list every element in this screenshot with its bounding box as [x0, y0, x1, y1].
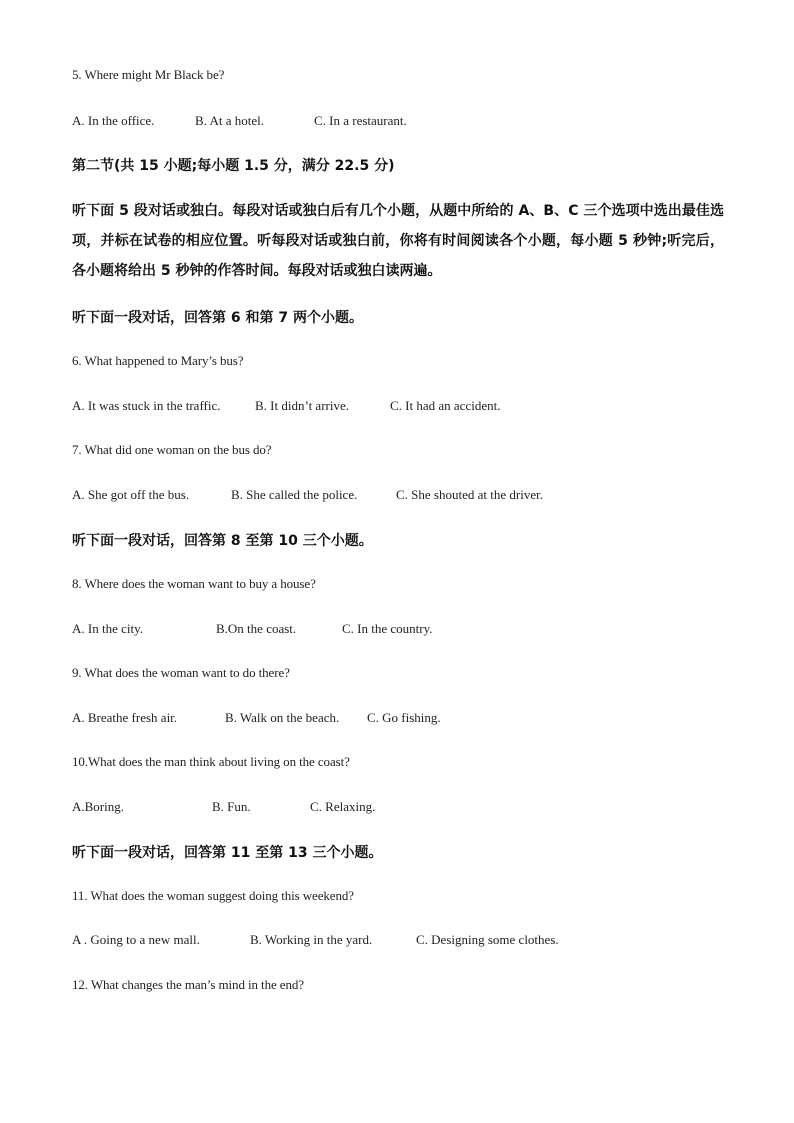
question-12: 12. What changes the man’s mind in the end? [72, 977, 304, 992]
question-10-option-c: C. Relaxing. [310, 799, 376, 814]
question-10-option-a: A.Boring. [72, 799, 124, 814]
question-9-option-b: B. Walk on the beach. [225, 710, 340, 725]
question-7-option-b: B. She called the police. [231, 487, 358, 502]
question-11-option-c: C. Designing some clothes. [416, 932, 559, 947]
question-9: 9. What does the woman want to do there? [72, 665, 290, 680]
question-8: 8. Where does the woman want to buy a house? [72, 576, 316, 591]
question-5-option-a: A. In the office. [72, 113, 155, 128]
question-7: 7. What did one woman on the bus do? [72, 442, 272, 457]
dialog-3-heading: 听下面一段对话，回答第 11 至第 13 三个小题。 [72, 845, 383, 861]
question-6: 6. What happened to Mary’s bus? [72, 353, 244, 368]
question-11-option-b: B. Working in the yard. [250, 932, 373, 947]
dialog-2-heading: 听下面一段对话，回答第 8 至第 10 三个小题。 [72, 533, 373, 549]
question-8-option-b: B.On the coast. [216, 621, 297, 636]
question-6-option-c: C. It had an accident. [390, 398, 501, 413]
question-10-option-b: B. Fun. [212, 799, 251, 814]
question-7-option-c: C. She shouted at the driver. [396, 487, 543, 502]
question-9-option-c: C. Go fishing. [367, 710, 441, 725]
question-11-option-a: A . Going to a new mall. [72, 932, 200, 947]
question-8-option-c: C. In the country. [342, 621, 433, 636]
question-6-option-b: B. It didn’t arrive. [255, 398, 349, 413]
question-5-option-c: C. In a restaurant. [314, 113, 407, 128]
question-8-option-a: A. In the city. [72, 621, 143, 636]
question-5: 5. Where might Mr Black be? [72, 67, 225, 82]
question-10: 10.What does the man think about living on the coast? [72, 754, 350, 769]
section-2-instructions: 听下面 5 段对话或独白。每段对话或独白后有几个小题，从题中所给的 A、B、C 三个选项中选出最佳选项，并标在试卷的相应位置。听每段对话或独白前，你将有时间阅读各个小题，每小题 5 秒钟;听完后，各小题将给出 5 秒钟的作答时间。每段对话或独白读两遍。 [72, 203, 724, 279]
question-9-option-a: A. Breathe fresh air. [72, 710, 178, 725]
question-11: 11. What does the woman suggest doing this weekend? [72, 888, 354, 903]
question-5-option-b: B. At a hotel. [195, 113, 264, 128]
question-6-option-a: A. It was stuck in the traffic. [72, 398, 221, 413]
section-2-heading: 第二节(共 15 小题;每小题 1.5 分，满分 22.5 分) [72, 158, 395, 174]
dialog-1-heading: 听下面一段对话，回答第 6 和第 7 两个小题。 [72, 310, 363, 326]
question-7-option-a: A. She got off the bus. [72, 487, 190, 502]
